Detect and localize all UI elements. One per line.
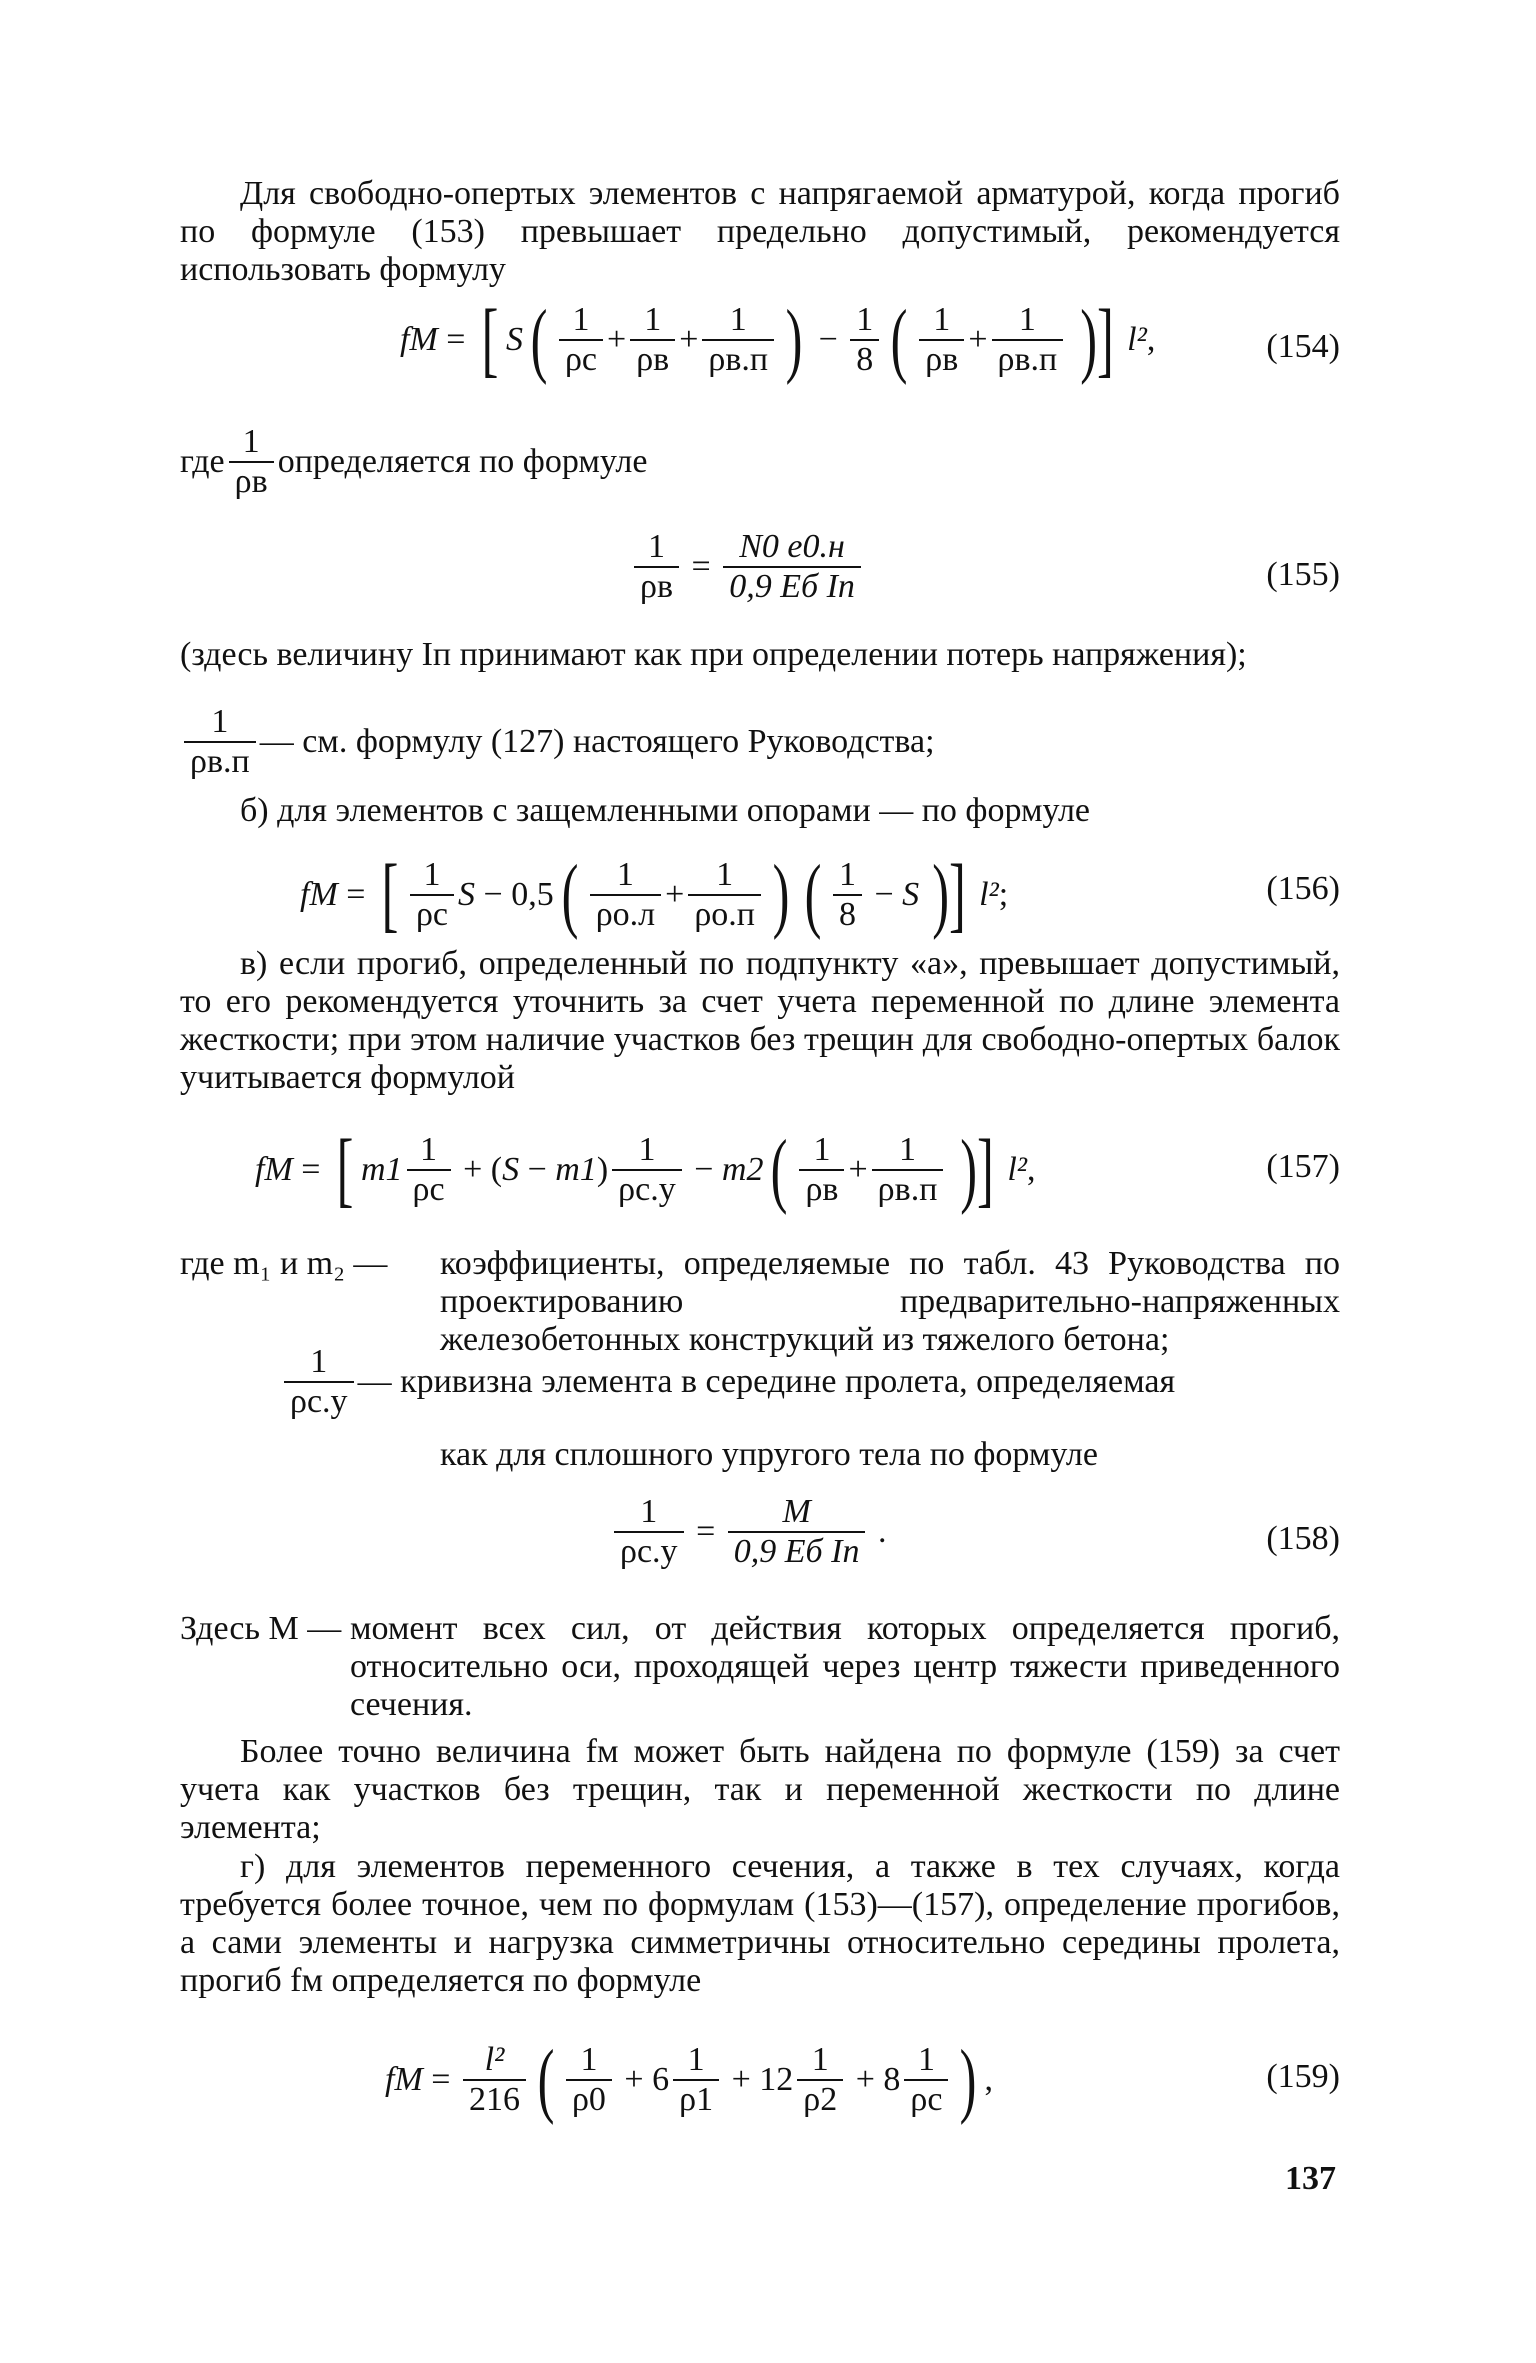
formula-154: fM = [ S ( $\frac{1}{\rho c}$ + $\frac{1}{\rho в}$ + $\frac{1}{\rho в.п}$ ) − $\frac{1}{8}$ ( $\frac{1}{\rho в}$ + $\frac{1}{\rho в.п}$ )] l² , <box>400 293 1156 386</box>
paragraph-intro: Для свободно-опертых элементов с напрягаемой арматурой, когда прогиб по формуле (153) превышает предельно допустимый, рекомендуется использовать формулу <box>180 175 1340 288</box>
curvature-line-2: как для сплошного упругого тела по формуле <box>440 1436 1098 1473</box>
formula-157: fM = [ m1 $\frac{1}{\rho c}$ + ( S − m1 ) $\frac{1}{\rho с.у}$ − m2 ( $\frac{1}{\rho в}$ + $\frac{1}{\rho в.п}$ )] l² , <box>255 1123 1036 1216</box>
equation-number-159: (159) <box>1266 2058 1340 2095</box>
where-m-lead: где m₁ и m₂ — <box>180 1245 388 1282</box>
equation-number-158: (158) <box>1266 1520 1340 1557</box>
note-155: (здесь величину Iп принимают как при определении потерь напряжения); <box>180 636 1247 673</box>
see-formula-127: $\frac{1}{\rho в.п}$ — см. формулу (127) настоящего Руководства; <box>180 705 935 779</box>
item-v: в) если прогиб, определенный по подпункту «а», превышает допустимый, то его рекомендуется уточнить за счет учета переменной по длине элемента жесткости; при этом наличие участков без трещин для свободно-опертых балок учитывается формулой <box>180 945 1340 1096</box>
equation-number-155: (155) <box>1266 556 1340 593</box>
where-m-text: коэффициенты, определяемые по табл. 43 Руководства по проектированию предварительно-напряженных железобетонных конструкций из тяжелого бетона; <box>440 1245 1340 1358</box>
formula-159: fM = $\frac{\text{l²}}{216}$ ( $\frac{1}{\rho 0}$ + 6 $\frac{1}{\rho 1}$ + 12 $\frac{1}{\rho 2}$ + 8 $\frac{1}{\rho c}$ ) , <box>385 2033 993 2126</box>
curvature-line: $\frac{1}{\rho с.у}$ — кривизна элемента в середине пролета, определяемая <box>280 1345 1340 1419</box>
where-rho-v: где $\frac{1}{\rho в}$ определяется по формуле <box>180 423 648 500</box>
here-m-text: момент всех сил, от действия которых определяется прогиб, относительно оси, проходящей через центр тяжести приведенного сечения. <box>350 1610 1340 1723</box>
formula-156: fM = [ $\frac{1}{\rho c}$ S − 0,5 ( $\frac{1}{\rho о.л}$ + $\frac{1}{\rho о.п}$ ) ( $\frac{1}{8}$ − S )] l² ; <box>300 848 1009 941</box>
item-g: г) для элементов переменного сечения, а также в тех случаях, когда требуется более точное, чем по формулам (153)—(157), определение прогибов, а сами элементы и нагрузка симметричны относительно середины пролета, прогиб fм определяется по формуле <box>180 1848 1340 1999</box>
formula-155: $\frac{1}{\rho в}$ = $\frac{N0 e0.н}{\text{0,9 Eб Iп}}$ <box>630 530 865 604</box>
formula-158: $\frac{1}{\rho с.у}$ = $\frac{M}{\text{0,9 Eб Iп}}$ . <box>610 1495 886 1569</box>
page-number: 137 <box>1285 2160 1336 2197</box>
paragraph-more-precise: Более точно величина fм может быть найдена по формуле (159) за счет учета как участков без трещин, так и переменной жесткости по длине элемента; <box>180 1733 1340 1846</box>
equation-number-154: (154) <box>1266 328 1340 365</box>
here-m-lead: Здесь M — <box>180 1610 342 1647</box>
symbol-fM: fM <box>400 321 438 358</box>
equation-number-156: (156) <box>1266 870 1340 907</box>
equation-number-157: (157) <box>1266 1148 1340 1185</box>
item-b: б) для элементов с защемленными опорами — по формуле <box>240 792 1091 829</box>
